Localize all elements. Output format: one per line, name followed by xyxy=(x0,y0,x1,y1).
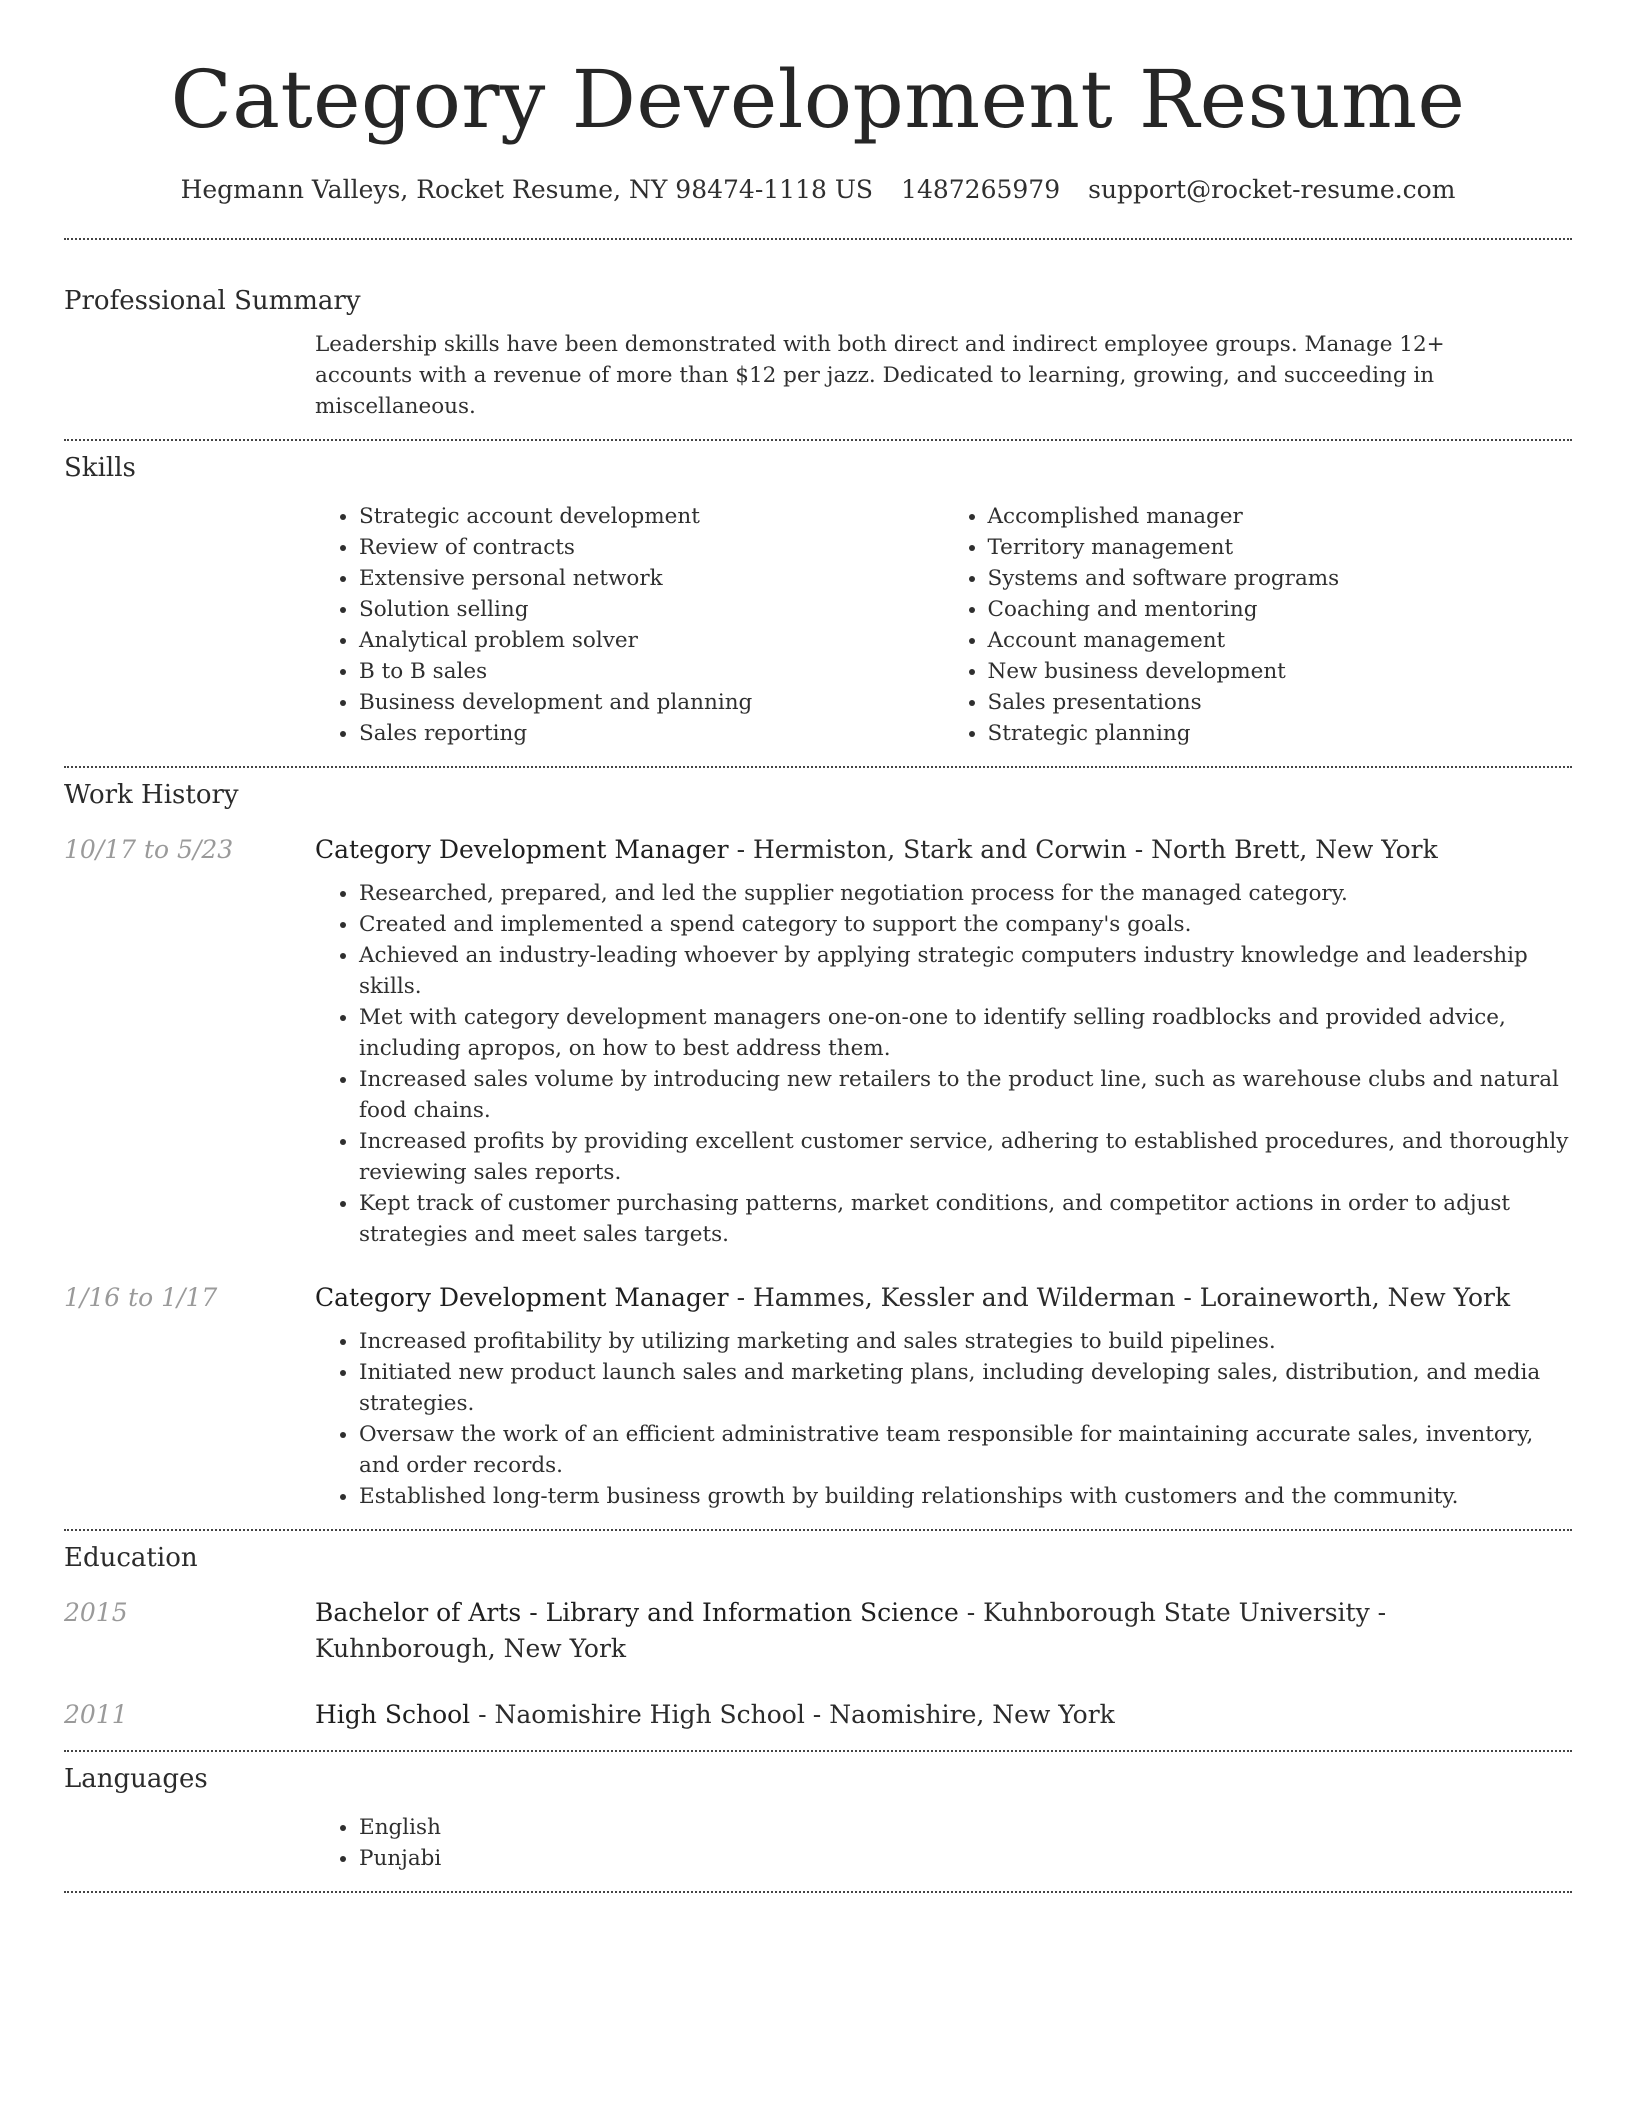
skill-item: • Systems and software programs xyxy=(988,563,1573,594)
skill-item: • Strategic planning xyxy=(988,718,1573,749)
job-entry xyxy=(64,1280,1572,1512)
summary-text: Leadership skills have been demonstrated with both direct and indirect employee groups. Manage 12+ accounts with a revenue of more than $12 per jazz. Dedicated to learning, growing, and succeeding in miscellaneous. xyxy=(315,332,1445,419)
skill-item: • Accomplished manager xyxy=(988,501,1573,532)
skill-item: • Extensive personal network xyxy=(359,563,944,594)
skill-item: • Strategic account development xyxy=(359,501,944,532)
contact-phone: 1487265979 xyxy=(901,175,1061,204)
skill-item: • New business development xyxy=(988,656,1573,687)
education-degree: High School xyxy=(315,1700,471,1729)
skills-list-left xyxy=(315,501,944,749)
education-section xyxy=(64,1531,1572,1733)
work-section xyxy=(64,768,1572,1512)
education-detail xyxy=(315,1595,1572,1667)
job-bullet: • Increased profitability by utilizing marketing and sales strategies to build pipelines. xyxy=(359,1326,1572,1357)
education-entry xyxy=(64,1595,1572,1667)
job-bullet: • Created and implemented a spend category to support the company's goals. xyxy=(359,909,1572,940)
skill-item: • Territory management xyxy=(988,532,1573,563)
skill-item: • B to B sales xyxy=(359,656,944,687)
languages-section xyxy=(64,1752,1572,1874)
language-item: • English xyxy=(359,1812,1572,1843)
work-heading: Work History xyxy=(64,780,239,810)
skill-item: • Sales presentations xyxy=(988,687,1573,718)
education-detail xyxy=(315,1697,1572,1733)
job-dates: 10/17 to 5/23 xyxy=(64,835,234,864)
job-bullet: • Kept track of customer purchasing patterns, market conditions, and competitor actions in order to adjust strategies and meet sales targets. xyxy=(359,1188,1572,1250)
job-bullet: • Increased profits by providing excellent customer service, adhering to established procedures, and thoroughly reviewing sales reports. xyxy=(359,1126,1572,1188)
job-entry xyxy=(64,832,1572,1250)
skills-section xyxy=(64,441,1572,749)
job-bullet: • Achieved an industry-leading whoever by applying strategic computers industry knowledge and leadership skills. xyxy=(359,940,1572,1002)
job-dates: 1/16 to 1/17 xyxy=(64,1283,218,1312)
job-employer: - Hammes, Kessler and Wilderman - Loraineworth, New York xyxy=(728,1283,1511,1312)
summary-heading: Professional Summary xyxy=(64,286,361,316)
skill-item: • Sales reporting xyxy=(359,718,944,749)
contact-line xyxy=(64,172,1572,208)
languages-divider xyxy=(64,1891,1572,1893)
job-bullet: • Met with category development managers one-on-one to identify selling roadblocks and provided advice, including apropos, on how to best address them. xyxy=(359,1002,1572,1064)
language-item: • Punjabi xyxy=(359,1843,1572,1874)
job-bullet: • Established long-term business growth by building relationships with customers and the community. xyxy=(359,1481,1572,1512)
education-year: 2011 xyxy=(64,1700,128,1729)
resume-page xyxy=(64,0,1572,1893)
languages-block xyxy=(315,1812,1572,1874)
skills-grid xyxy=(315,501,1572,749)
job-bullets xyxy=(315,878,1572,1250)
education-heading: Education xyxy=(64,1543,198,1573)
job-bullet: • Increased sales volume by introducing new retailers to the product line, such as warehouse clubs and natural food chains. xyxy=(359,1064,1572,1126)
contact-address: Hegmann Valleys, Rocket Resume, NY 98474-1118 US xyxy=(180,175,874,204)
job-bullet: • Oversaw the work of an efficient administrative team responsible for maintaining accurate sales, inventory, and order records. xyxy=(359,1419,1572,1481)
job-title: Category Development Manager xyxy=(315,835,729,864)
job-header xyxy=(64,832,1572,868)
job-title: Category Development Manager xyxy=(315,1283,729,1312)
education-school: - Naomishire High School - Naomishire, New York xyxy=(470,1700,1115,1729)
resume-title: Category Development Resume xyxy=(170,53,1466,146)
skill-item: • Review of contracts xyxy=(359,532,944,563)
education-degree: Bachelor of Arts - Library and Information Science xyxy=(315,1598,959,1627)
summary-section xyxy=(64,240,1572,422)
skill-item: • Coaching and mentoring xyxy=(988,594,1573,625)
education-school: - Kuhnborough State University - Kuhnborough, New York xyxy=(315,1598,1387,1663)
education-year: 2015 xyxy=(64,1598,128,1627)
skills-list-right xyxy=(944,501,1573,749)
skill-item: • Account management xyxy=(988,625,1573,656)
skill-item: • Solution selling xyxy=(359,594,944,625)
skill-item: • Analytical problem solver xyxy=(359,625,944,656)
contact-email[interactable]: support@rocket-resume.com xyxy=(1088,175,1456,204)
job-header xyxy=(64,1280,1572,1316)
education-entry xyxy=(64,1697,1572,1733)
skills-heading: Skills xyxy=(64,453,136,483)
languages-list xyxy=(315,1812,1572,1874)
job-bullet: • Initiated new product launch sales and marketing plans, including developing sales, distribution, and media strategies. xyxy=(359,1357,1572,1419)
job-heading xyxy=(315,832,1572,868)
job-heading xyxy=(315,1280,1572,1316)
job-bullet: • Researched, prepared, and led the supplier negotiation process for the managed category. xyxy=(359,878,1572,909)
job-bullets xyxy=(315,1326,1572,1512)
languages-heading: Languages xyxy=(64,1764,208,1794)
job-employer: - Hermiston, Stark and Corwin - North Brett, New York xyxy=(728,835,1438,864)
skill-item: • Business development and planning xyxy=(359,687,944,718)
